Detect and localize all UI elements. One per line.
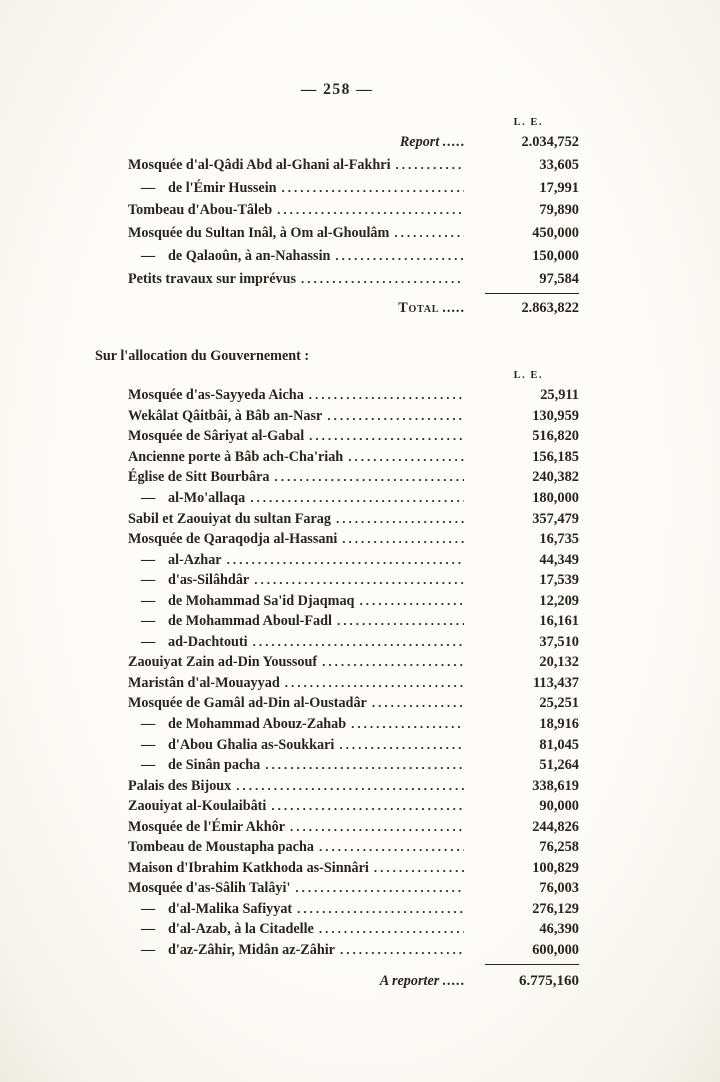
row-amount: 156,185 bbox=[532, 448, 579, 465]
table-row bbox=[95, 591, 579, 612]
row-label: de Mohammad Sa'id Djaqmaq bbox=[168, 592, 355, 609]
dot-leader bbox=[319, 919, 464, 940]
dot-leader bbox=[372, 693, 464, 714]
row-label: Mosquée d'as-Sayyeda Aicha bbox=[128, 387, 304, 404]
row-amount: 276,129 bbox=[532, 900, 579, 917]
row-amount: 180,000 bbox=[532, 489, 579, 506]
row-label: Mosquée de Gamâl ad-Din al-Oustadâr bbox=[128, 695, 367, 712]
row-label: Mosquée de Qaraqodja al-Hassani bbox=[128, 531, 338, 548]
section-government-allocation bbox=[95, 346, 579, 993]
dot-leader bbox=[277, 199, 464, 222]
dot-leader bbox=[309, 385, 464, 406]
row-label: Palais des Bijoux bbox=[128, 777, 232, 794]
table-row bbox=[95, 755, 579, 776]
dot-leader bbox=[295, 878, 464, 899]
row-amount: 17,539 bbox=[539, 572, 579, 589]
row-amount: 51,264 bbox=[539, 757, 579, 774]
table-row bbox=[95, 899, 579, 920]
table-row bbox=[95, 858, 579, 879]
row-amount: 12,209 bbox=[539, 592, 579, 609]
rule-row bbox=[95, 290, 579, 297]
dot-leader bbox=[275, 467, 465, 488]
table-row bbox=[95, 611, 579, 632]
row-amount: 33,605 bbox=[539, 157, 579, 173]
row-label: d'as-Silâhdâr bbox=[168, 572, 250, 589]
sum-rule bbox=[485, 293, 579, 294]
table-row bbox=[95, 509, 579, 530]
dot-leader bbox=[340, 940, 464, 961]
row-amount: 16,161 bbox=[539, 613, 579, 630]
row-amount: 20,132 bbox=[539, 654, 579, 671]
row-label: Tombeau de Moustapha pacha bbox=[128, 839, 314, 856]
page-content bbox=[95, 80, 579, 994]
table-row bbox=[95, 735, 579, 756]
dot-leader bbox=[271, 796, 464, 817]
row-label: de Qalaoûn, à an-Nahassin bbox=[168, 247, 331, 264]
row-label: Petits travaux sur imprévus bbox=[128, 270, 297, 287]
dot-leader bbox=[282, 177, 464, 200]
currency-header: L. E. bbox=[513, 370, 543, 382]
carry-forward-label: A reporter bbox=[379, 972, 440, 989]
ditto-dash: — bbox=[141, 900, 156, 917]
row-label: d'al-Azab, à la Citadelle bbox=[168, 921, 314, 938]
row-label: d'az-Zâhir, Midân az-Zâhir bbox=[168, 941, 335, 958]
row-label: d'al-Malika Safiyyat bbox=[168, 900, 293, 917]
ditto-dash: — bbox=[141, 715, 156, 732]
row-label: Maristân d'al-Mouayyad bbox=[128, 674, 280, 691]
total-amount: 2.863,822 bbox=[521, 300, 579, 317]
ditto-dash: — bbox=[141, 757, 156, 774]
ditto-dash: — bbox=[141, 572, 156, 589]
row-label: Église de Sitt Bourbâra bbox=[128, 469, 270, 486]
ditto-dash: — bbox=[141, 633, 156, 650]
table-row bbox=[95, 268, 579, 291]
row-amount: 150,000 bbox=[532, 247, 579, 264]
section-report bbox=[95, 115, 579, 320]
row-label: ad-Dachtouti bbox=[168, 633, 248, 650]
row-label: Mosquée d'al-Qâdi Abd al-Ghani al-Fakhri bbox=[128, 157, 391, 173]
ditto-dash: — bbox=[141, 179, 156, 196]
row-label: Wekâlat Qâitbâi, à Bâb an-Nasr bbox=[128, 407, 323, 424]
row-label: Zaouiyat al-Koulaibâti bbox=[128, 798, 267, 815]
row-label: d'Abou Ghalia as-Soukkari bbox=[168, 736, 335, 753]
row-label: Mosquée d'as-Sâlih Talâyi' bbox=[128, 880, 291, 897]
carry-forward-amount: 6.775,160 bbox=[519, 972, 579, 989]
row-amount: 81,045 bbox=[539, 736, 579, 753]
table-row bbox=[95, 488, 579, 509]
row-amount: 18,916 bbox=[539, 715, 579, 732]
row-amount: 76,258 bbox=[539, 839, 579, 856]
dot-leader bbox=[227, 550, 464, 571]
row-amount: 100,829 bbox=[532, 859, 579, 876]
table-row bbox=[95, 817, 579, 838]
row-amount: 450,000 bbox=[532, 225, 579, 242]
dot-leader bbox=[335, 245, 464, 268]
row-label: Mosquée du Sultan Inâl, à Om al-Ghoulâm bbox=[128, 225, 390, 242]
table-row bbox=[95, 467, 579, 488]
table-row bbox=[95, 878, 579, 899]
total-row bbox=[95, 297, 579, 320]
page-number: — 258 — bbox=[300, 81, 374, 98]
row-label: Mosquée de Sâriyat al-Gabal bbox=[128, 428, 305, 445]
ditto-dash: — bbox=[141, 941, 156, 958]
row-amount: 25,251 bbox=[539, 695, 579, 712]
row-amount: 357,479 bbox=[532, 510, 579, 527]
table-row bbox=[95, 714, 579, 735]
row-amount: 97,584 bbox=[539, 270, 579, 287]
dot-leader bbox=[394, 222, 464, 245]
row-amount: 46,390 bbox=[539, 921, 579, 938]
row-label: Sabil et Zaouiyat du sultan Farag bbox=[128, 510, 331, 527]
dot-leader bbox=[322, 652, 464, 673]
table-row bbox=[95, 837, 579, 858]
table-row bbox=[95, 154, 579, 177]
row-amount: 130,959 bbox=[532, 407, 579, 424]
row-label: Maison d'Ibrahim Katkhoda as-Sinnâri bbox=[128, 859, 369, 876]
row-amount: 76,003 bbox=[539, 880, 579, 897]
row-amount: 44,349 bbox=[539, 551, 579, 568]
dot-leader bbox=[351, 714, 464, 735]
row-amount: 244,826 bbox=[532, 818, 579, 835]
dot-leader bbox=[348, 447, 464, 468]
dot-leader bbox=[236, 776, 464, 797]
table-row bbox=[95, 570, 579, 591]
row-label: de l'Émir Hussein bbox=[168, 179, 277, 196]
table-body bbox=[95, 385, 579, 960]
ditto-dash: — bbox=[141, 247, 156, 264]
row-label: al-Azhar bbox=[168, 551, 222, 568]
table-row bbox=[95, 652, 579, 673]
dot-leader: ..... bbox=[442, 300, 465, 317]
ditto-dash: — bbox=[141, 489, 156, 506]
table-row bbox=[95, 385, 579, 406]
dot-leader bbox=[301, 268, 464, 291]
table-row bbox=[95, 406, 579, 427]
row-amount: 79,890 bbox=[539, 202, 579, 219]
table-row bbox=[95, 673, 579, 694]
report-row bbox=[95, 131, 579, 154]
row-label: Ancienne porte à Bâb ach-Cha'riah bbox=[128, 448, 344, 465]
dot-leader bbox=[319, 837, 464, 858]
dot-leader bbox=[253, 632, 464, 653]
row-label: de Mohammad Aboul-Fadl bbox=[168, 613, 332, 630]
dot-leader bbox=[254, 570, 464, 591]
row-amount: 16,735 bbox=[539, 531, 579, 548]
table-row bbox=[95, 632, 579, 653]
table-row bbox=[95, 550, 579, 571]
ditto-dash: — bbox=[141, 921, 156, 938]
table-row bbox=[95, 796, 579, 817]
row-amount: 90,000 bbox=[539, 798, 579, 815]
report-amount: 2.034,752 bbox=[521, 134, 579, 150]
table-row bbox=[95, 222, 579, 245]
row-label: al-Mo'allaqa bbox=[168, 489, 246, 506]
dot-leader bbox=[297, 899, 464, 920]
sum-rule bbox=[485, 964, 579, 965]
row-label: Tombeau d'Abou-Tâleb bbox=[128, 202, 273, 219]
rule-row bbox=[95, 961, 579, 968]
dot-leader bbox=[250, 488, 464, 509]
row-label: de Sinân pacha bbox=[168, 757, 261, 774]
dot-leader bbox=[285, 673, 464, 694]
row-amount: 25,911 bbox=[540, 387, 579, 404]
table-row bbox=[95, 177, 579, 200]
dot-leader bbox=[336, 509, 464, 530]
report-label: Report bbox=[399, 134, 440, 150]
table-row bbox=[95, 245, 579, 268]
row-amount: 600,000 bbox=[532, 941, 579, 958]
table-row bbox=[95, 529, 579, 550]
carry-forward-row bbox=[95, 968, 579, 994]
row-label: Zaouiyat Zain ad-Din Youssouf bbox=[128, 654, 318, 671]
row-amount: 17,991 bbox=[539, 179, 579, 196]
ditto-dash: — bbox=[141, 736, 156, 753]
table-body bbox=[95, 154, 579, 290]
row-amount: 240,382 bbox=[532, 469, 579, 486]
row-amount: 516,820 bbox=[532, 428, 579, 445]
dot-leader bbox=[309, 426, 464, 447]
row-amount: 113,437 bbox=[533, 674, 579, 691]
row-amount: 37,510 bbox=[539, 633, 579, 650]
dot-leader bbox=[396, 154, 464, 177]
ditto-dash: — bbox=[141, 551, 156, 568]
table-row bbox=[95, 776, 579, 797]
table-row bbox=[95, 447, 579, 468]
table-row bbox=[95, 693, 579, 714]
row-label: de Mohammad Abouz-Zahab bbox=[168, 715, 347, 732]
table-row bbox=[95, 426, 579, 447]
dot-leader bbox=[327, 406, 464, 427]
table-row bbox=[95, 919, 579, 940]
section-heading: Sur l'allocation du Gouvernement : bbox=[95, 348, 310, 365]
dot-leader bbox=[359, 591, 464, 612]
ditto-dash: — bbox=[141, 592, 156, 609]
table-row bbox=[95, 199, 579, 222]
ditto-dash: — bbox=[141, 613, 156, 630]
table-row bbox=[95, 940, 579, 961]
dot-leader: ..... bbox=[442, 134, 465, 150]
currency-header: L. E. bbox=[513, 117, 543, 128]
dot-leader: ..... bbox=[442, 972, 465, 989]
dot-leader bbox=[265, 755, 464, 776]
dot-leader bbox=[337, 611, 464, 632]
dot-leader bbox=[339, 735, 464, 756]
dot-leader bbox=[342, 529, 464, 550]
dot-leader bbox=[374, 858, 464, 879]
row-label: Mosquée de l'Émir Akhôr bbox=[128, 818, 285, 835]
total-label: Total bbox=[398, 300, 440, 317]
row-amount: 338,619 bbox=[532, 777, 579, 794]
dot-leader bbox=[290, 817, 464, 838]
